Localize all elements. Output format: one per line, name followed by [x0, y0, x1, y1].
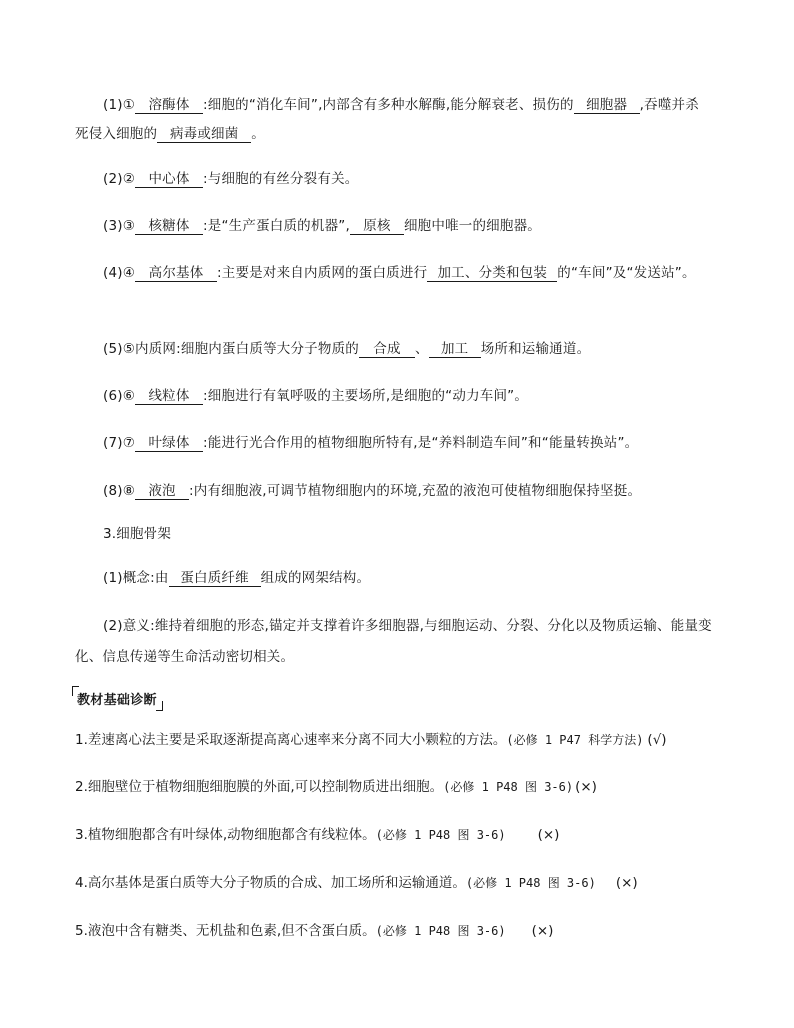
statement-text: 5.液泡中含有糖类、无机盐和色素,但不含蛋白质。 [75, 923, 376, 939]
item-text: :细胞进行有氧呼吸的主要场所,是细胞的“动力车间”。 [203, 388, 529, 404]
item-text: :主要是对来自内质网的蛋白质进行 [217, 265, 428, 281]
item-text: 内质网:细胞内蛋白质等大分子物质的 [135, 341, 359, 357]
statement-verdict: (×) [531, 923, 554, 939]
diagnosis-statement [75, 922, 553, 940]
statement-source: (必修 1 P48 图 3-6) [375, 924, 506, 938]
answer-blank: 溶酶体 [135, 97, 203, 114]
item-number: (7)⑦ [103, 435, 136, 451]
item-text: 细胞中唯一的细胞器。 [403, 218, 541, 234]
cytoskeleton-meaning: (2)意义:维持着细胞的形态,锚定并支撑着许多细胞器,与细胞运动、分裂、分化以及物质运输、能量变 [103, 618, 712, 634]
item-number: (1)① [103, 97, 136, 113]
statement-source: (必修 1 P48 图 3-6) [465, 876, 596, 890]
statement-text: 3.植物细胞都含有叶绿体,动物细胞都含有线粒体。 [75, 827, 376, 843]
statement-text: 1.差速离心法主要是采取逐渐提高离心速率来分离不同大小颗粒的方法。 [75, 732, 507, 748]
item-number: (2)② [103, 171, 136, 187]
answer-blank: 核糖体 [135, 218, 203, 235]
answer-blank: 加工、分类和包装 [427, 265, 557, 282]
answer-blank: 病毒或细菌 [157, 126, 251, 143]
diagnosis-statement [75, 778, 597, 796]
item-text: :内有细胞液,可调节植物细胞内的环境,充盈的液泡可使植物细胞保持坚挺。 [189, 483, 642, 499]
statement-source: (必修 1 P48 图 3-6) [375, 828, 506, 842]
answer-blank: 合成 [359, 341, 415, 358]
answer-blank: 叶绿体 [135, 435, 203, 452]
bracket-corner [72, 686, 79, 696]
statement-verdict: (√) [647, 732, 667, 748]
item-text: 场所和运输通道。 [480, 341, 591, 357]
item-text: 死侵入细胞的 [75, 126, 158, 142]
answer-blank: 线粒体 [135, 388, 203, 405]
item-text: :是“生产蛋白质的机器”, [203, 218, 350, 234]
item-text: :与细胞的有丝分裂有关。 [203, 171, 359, 187]
statement-source: (必修 1 P48 图 3-6) [443, 780, 574, 794]
item-mitochondria [103, 387, 528, 405]
item-number: (3)③ [103, 218, 136, 234]
item-text: 、 [414, 341, 429, 357]
statement-text: 2.细胞壁位于植物细胞细胞膜的外面,可以控制物质进出细胞。 [75, 779, 444, 795]
statement-verdict: (×) [575, 779, 597, 795]
item-text: 。 [251, 126, 265, 142]
cytoskeleton-meaning-continued: 化、信息传递等生命活动密切相关。 [75, 649, 295, 665]
item-text: 组成的网架结构。 [260, 570, 371, 586]
item-lysosome [103, 96, 699, 114]
item-text: ,吞噬并杀 [639, 97, 699, 113]
answer-blank: 高尔基体 [135, 265, 217, 282]
statement-text: 4.高尔基体是蛋白质等大分子物质的合成、加工场所和运输通道。 [75, 875, 466, 891]
item-text: (1)概念:由 [103, 570, 169, 586]
answer-blank: 原核 [350, 218, 404, 235]
answer-blank: 细胞器 [574, 97, 640, 114]
diagnosis-section-title [72, 686, 163, 711]
diagnosis-title-text: 教材基础诊断 [77, 693, 157, 708]
statement-verdict: (×) [537, 827, 560, 843]
statement-verdict: (×) [615, 875, 638, 891]
item-text: :细胞的“消化车间”,内部含有多种水解酶,能分解衰老、损伤的 [203, 97, 574, 113]
item-number: (8)⑧ [103, 483, 136, 499]
bracket-corner [156, 701, 163, 711]
item-number: (6)⑥ [103, 388, 136, 404]
item-vacuole [103, 482, 641, 500]
diagnosis-statement [75, 731, 667, 749]
item-centrosome [103, 170, 358, 188]
answer-blank: 蛋白质纤维 [169, 570, 261, 587]
item-er [103, 340, 590, 358]
statement-source: (必修 1 P47 科学方法) [506, 733, 644, 747]
answer-blank: 液泡 [135, 483, 189, 500]
item-chloroplast [103, 434, 638, 452]
cytoskeleton-concept [103, 569, 370, 587]
diagnosis-statement [75, 826, 559, 844]
item-ribosome [103, 217, 541, 235]
item-golgi [103, 264, 696, 282]
item-lysosome-continued [75, 125, 265, 143]
answer-blank: 中心体 [135, 171, 203, 188]
answer-blank: 加工 [429, 341, 481, 358]
item-number: (4)④ [103, 265, 136, 281]
item-text: :能进行光合作用的植物细胞所特有,是“养料制造车间”和“能量转换站”。 [203, 435, 639, 451]
section-heading-cytoskeleton: 3.细胞骨架 [103, 526, 172, 542]
item-number: (5)⑤ [103, 341, 136, 357]
item-text: 的“车间”及“发送站”。 [557, 265, 696, 281]
diagnosis-statement [75, 874, 638, 892]
